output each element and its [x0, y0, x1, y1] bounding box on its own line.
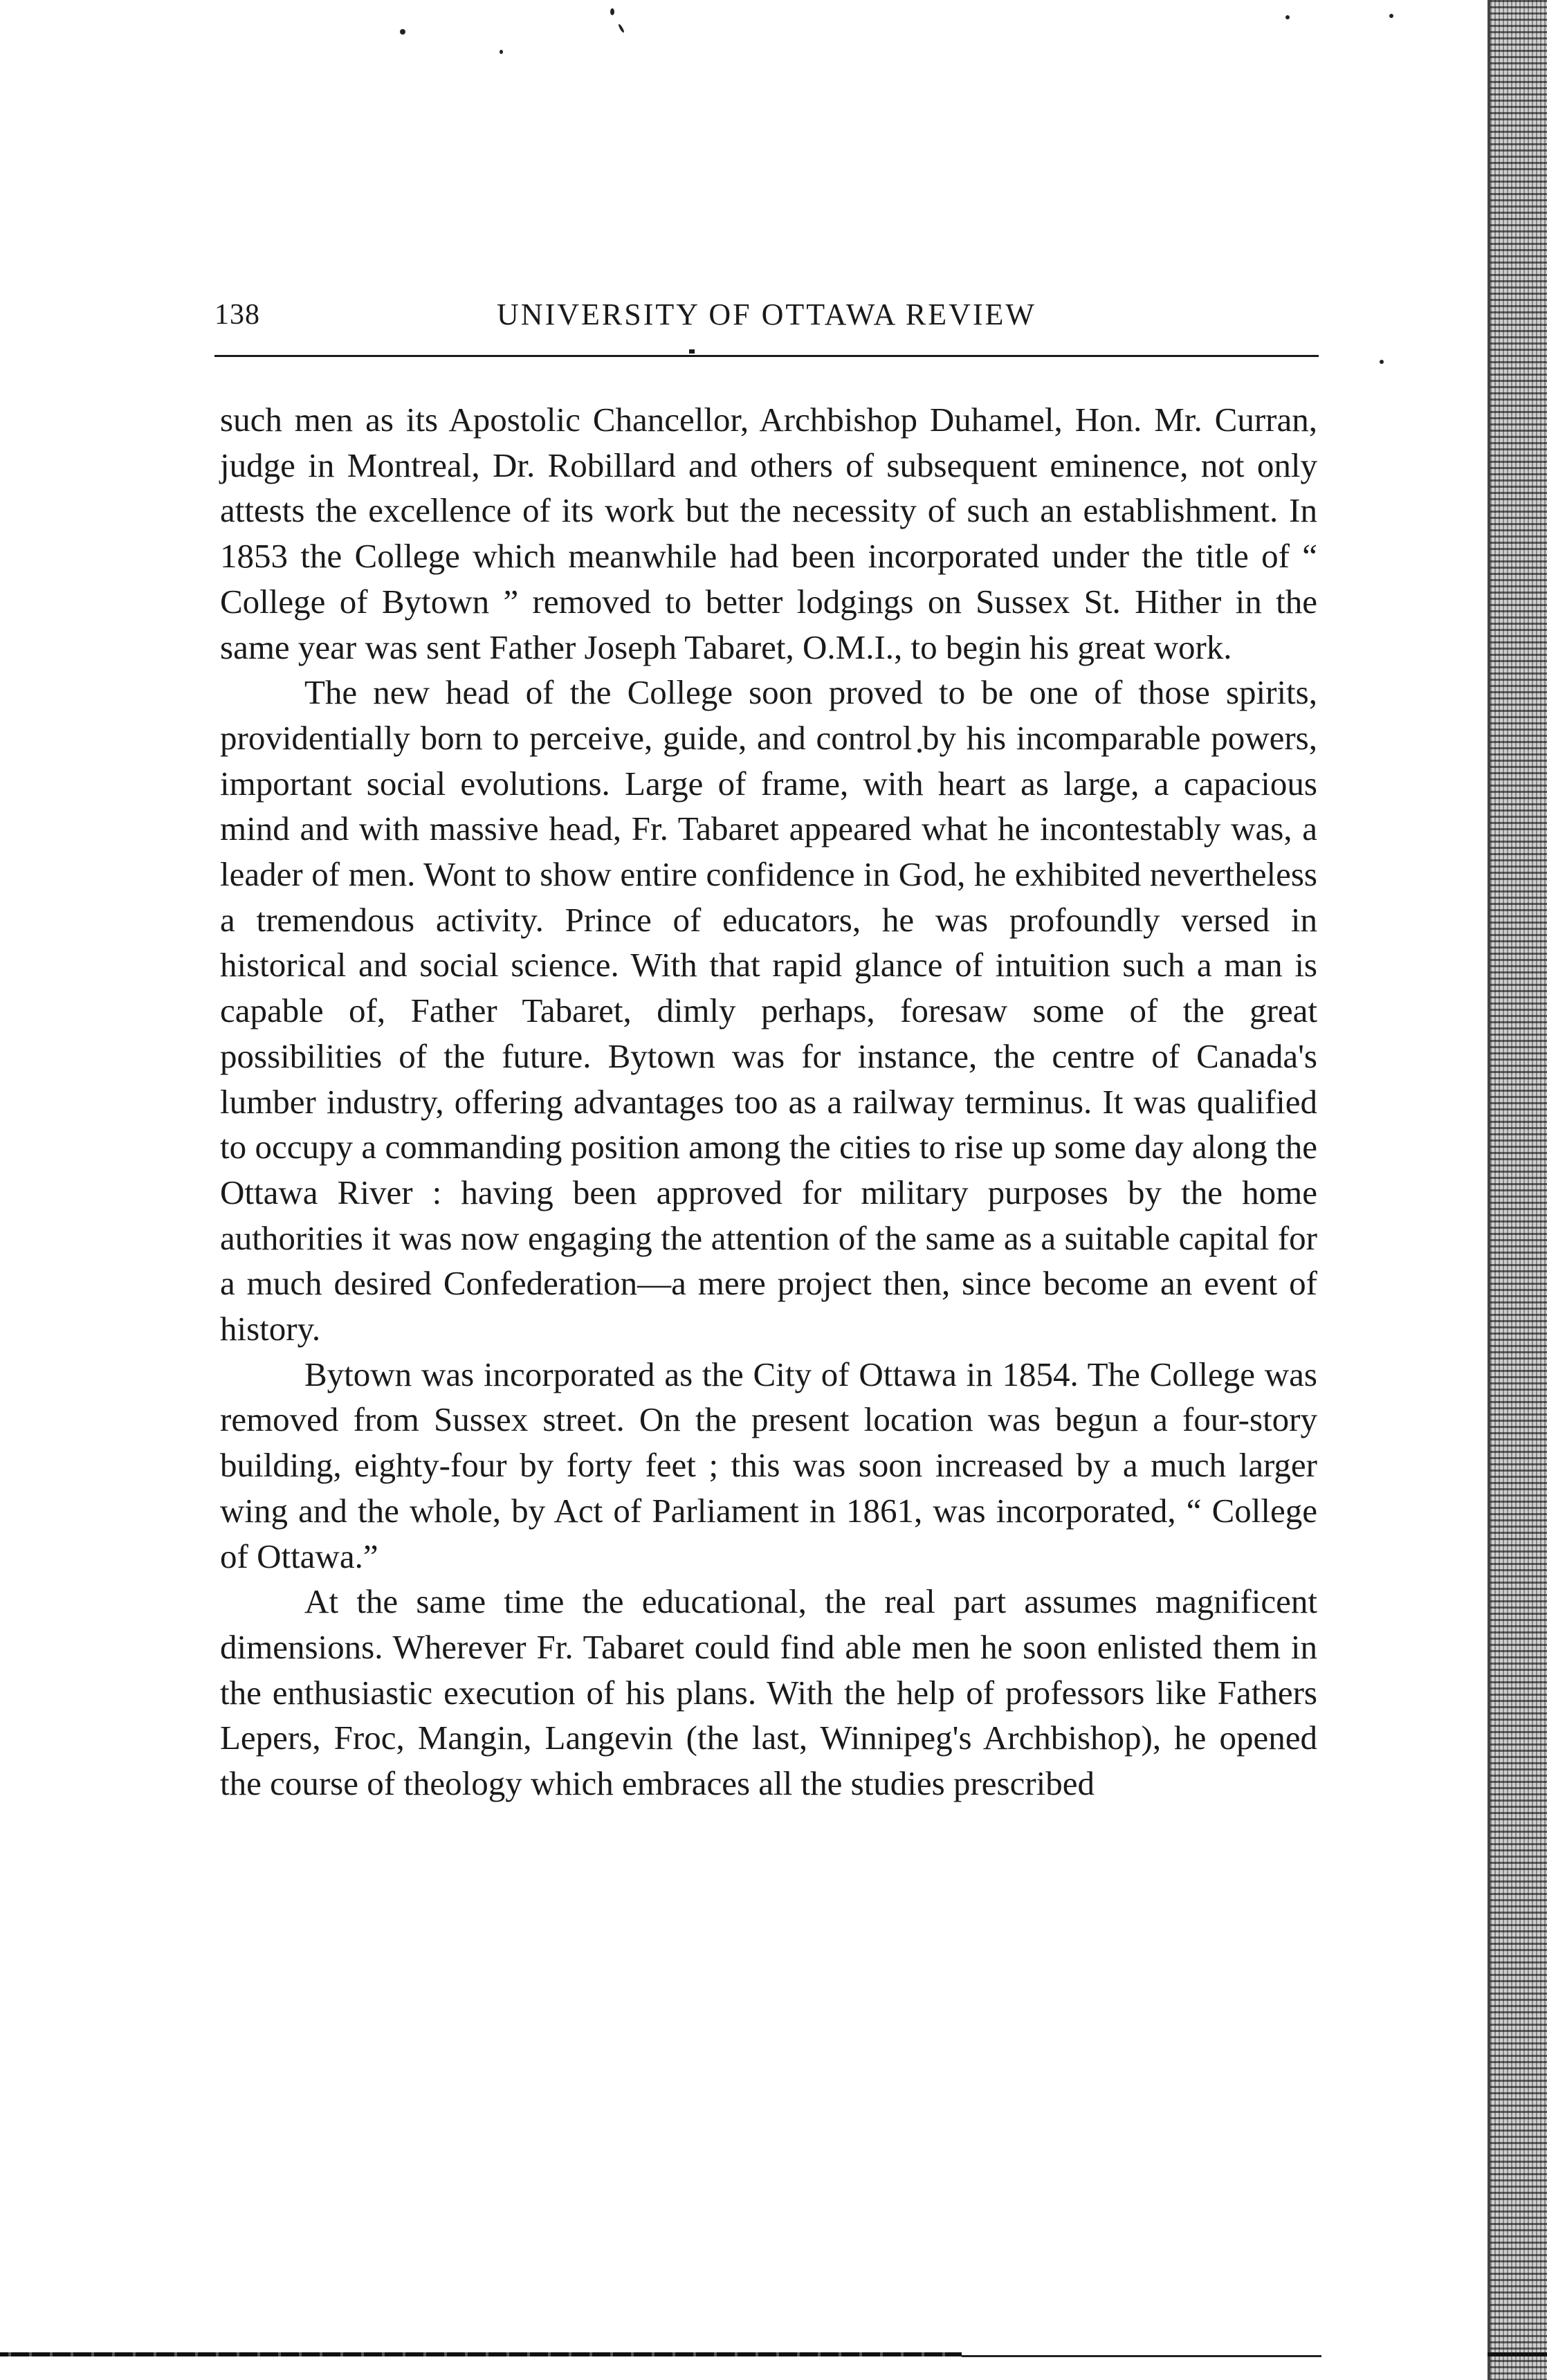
- footer-rule: [962, 2355, 1321, 2357]
- footer-scan-line: [0, 2352, 962, 2356]
- footer-scan-mark: [1488, 2352, 1547, 2356]
- scan-edge: [1488, 0, 1547, 2380]
- page-number: 138: [214, 299, 260, 331]
- page-header: [214, 287, 1319, 342]
- body-text: [220, 397, 1317, 1806]
- paragraph-4: At the same time the educational, the real part assumes magnificent dimensions. Wherever Fr. Tabaret could find able men he soon enlisted them in the enthusiastic execution of his plans. With the help of professors like Fathers Lepers, Froc, Mangin, Langevin (the last, Winnipeg's Archbishop), he opened the course of theology which embraces all the studies prescribed: [220, 1582, 1317, 1803]
- header-rule: [214, 355, 1319, 357]
- paragraph-3: Bytown was incorporated as the City of Ottawa in 1854. The College was removed from Sussex street. On the present location was begun a four-story building, eighty-four by forty feet ; this was soon increased by a much larger wing and the whole, by Act of Parliament in 1861, was incorporated, “ College of Ottawa.”: [220, 1355, 1317, 1575]
- header-rule-mark: [689, 349, 695, 354]
- running-title: UNIVERSITY OF OTTAWA REVIEW: [497, 298, 1036, 331]
- paragraph-1: such men as its Apostolic Chancellor, Archbishop Duhamel, Hon. Mr. Curran, judge in Montreal, Dr. Robillard and others of subsequent eminence, not only attests the excellence of its work but the necessity of such an establishment. In 1853 the College which meanwhile had been incorporated under the title of “ College of Bytown ” removed to better lodgings on Sussex St. Hither in the same year was sent Father Joseph Tabaret, O.M.I., to begin his great work.: [220, 401, 1317, 666]
- paragraph-2: The new head of the College soon proved to be one of those spirits, providentially born to perceive, guide, and control by his incomparable powers, important social evolutions. Large of frame, with heart as large, a capacious mind and with massive head, Fr. Tabaret appeared what he incontestably was, a leader of men. Wont to show entire confidence in God, he exhibited nevertheless a tremendous activity. Prince of educators, he was profoundly versed in historical and social science. With that rapid glance of intuition such a man is capable of, Father Tabaret, dimly perhaps, foresaw some of the great possibilities of the future. Bytown was for instance, the centre of Canada's lumber industry, offering advantages too as a railway terminus. It was qualified to occupy a commanding position among the cities to rise up some day along the Ottawa River : having been approved for military purposes by the home authorities it was now engaging the attention of the same as a suitable capital for a much desired Confederation—a mere project then, since become an event of history.: [220, 673, 1317, 1348]
